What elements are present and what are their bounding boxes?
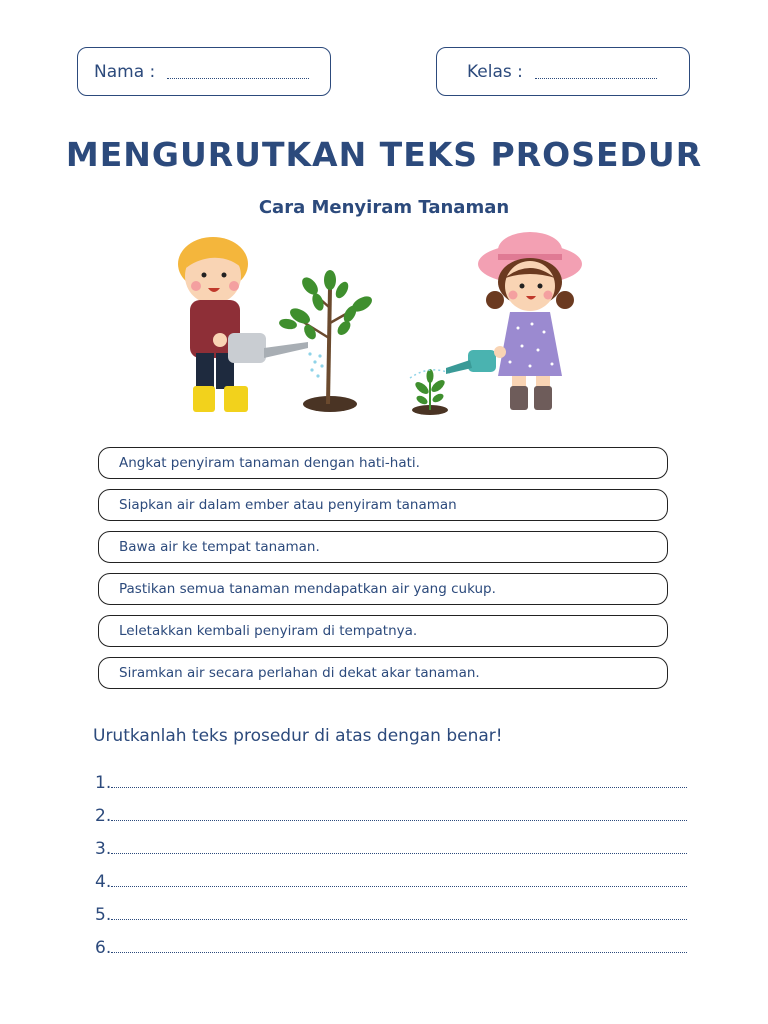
girl-watering-icon xyxy=(446,232,582,410)
answer-row[interactable] xyxy=(95,892,691,925)
step-card xyxy=(98,531,668,563)
answer-number: 2. xyxy=(95,806,112,826)
name-blank-line[interactable] xyxy=(167,78,309,79)
page-subtitle: Cara Menyiram Tanaman xyxy=(258,197,510,218)
answer-blank-line[interactable] xyxy=(111,820,687,821)
step-text: Siapkan air dalam ember atau penyiram tanaman xyxy=(119,497,457,513)
answer-row[interactable] xyxy=(95,859,691,892)
small-sprout-icon xyxy=(410,369,452,415)
step-text: Pastikan semua tanaman mendapatkan air yang cukup. xyxy=(119,581,496,597)
answer-number: 1. xyxy=(95,773,112,793)
step-text: Siramkan air secara perlahan di dekat akar tanaman. xyxy=(119,665,480,681)
step-card xyxy=(98,573,668,605)
answer-row[interactable] xyxy=(95,760,691,793)
step-card xyxy=(98,447,668,479)
answer-row[interactable] xyxy=(95,826,691,859)
answer-blank-line[interactable] xyxy=(111,886,687,887)
instruction-text: Urutkanlah teks prosedur di atas dengan benar! xyxy=(93,726,503,746)
answer-row[interactable] xyxy=(95,925,691,958)
step-card xyxy=(98,615,668,647)
answer-blank-line[interactable] xyxy=(111,919,687,920)
answer-number: 6. xyxy=(95,938,112,958)
answer-blank-line[interactable] xyxy=(111,853,687,854)
procedure-steps-list xyxy=(98,447,668,699)
class-field-box[interactable] xyxy=(436,47,690,96)
answer-number: 3. xyxy=(95,839,112,859)
class-blank-line[interactable] xyxy=(535,78,657,79)
answer-blank-line[interactable] xyxy=(111,787,687,788)
answer-number: 5. xyxy=(95,905,112,925)
tree-sapling-icon xyxy=(278,270,374,412)
name-field-box[interactable] xyxy=(77,47,331,96)
watering-plants-illustration xyxy=(160,228,600,423)
answer-blank-line[interactable] xyxy=(111,952,687,953)
answer-lines xyxy=(95,760,691,958)
step-text: Angkat penyiram tanaman dengan hati-hati. xyxy=(119,455,420,471)
answer-number: 4. xyxy=(95,872,112,892)
class-label: Kelas : xyxy=(467,61,523,82)
step-text: Bawa air ke tempat tanaman. xyxy=(119,539,320,555)
page-title: MENGURUTKAN TEKS PROSEDUR xyxy=(65,135,703,174)
name-label: Nama : xyxy=(94,61,156,82)
answer-row[interactable] xyxy=(95,793,691,826)
step-card xyxy=(98,657,668,689)
boy-watering-icon xyxy=(178,237,324,412)
step-card xyxy=(98,489,668,521)
step-text: Leletakkan kembali penyiram di tempatnya. xyxy=(119,623,418,639)
